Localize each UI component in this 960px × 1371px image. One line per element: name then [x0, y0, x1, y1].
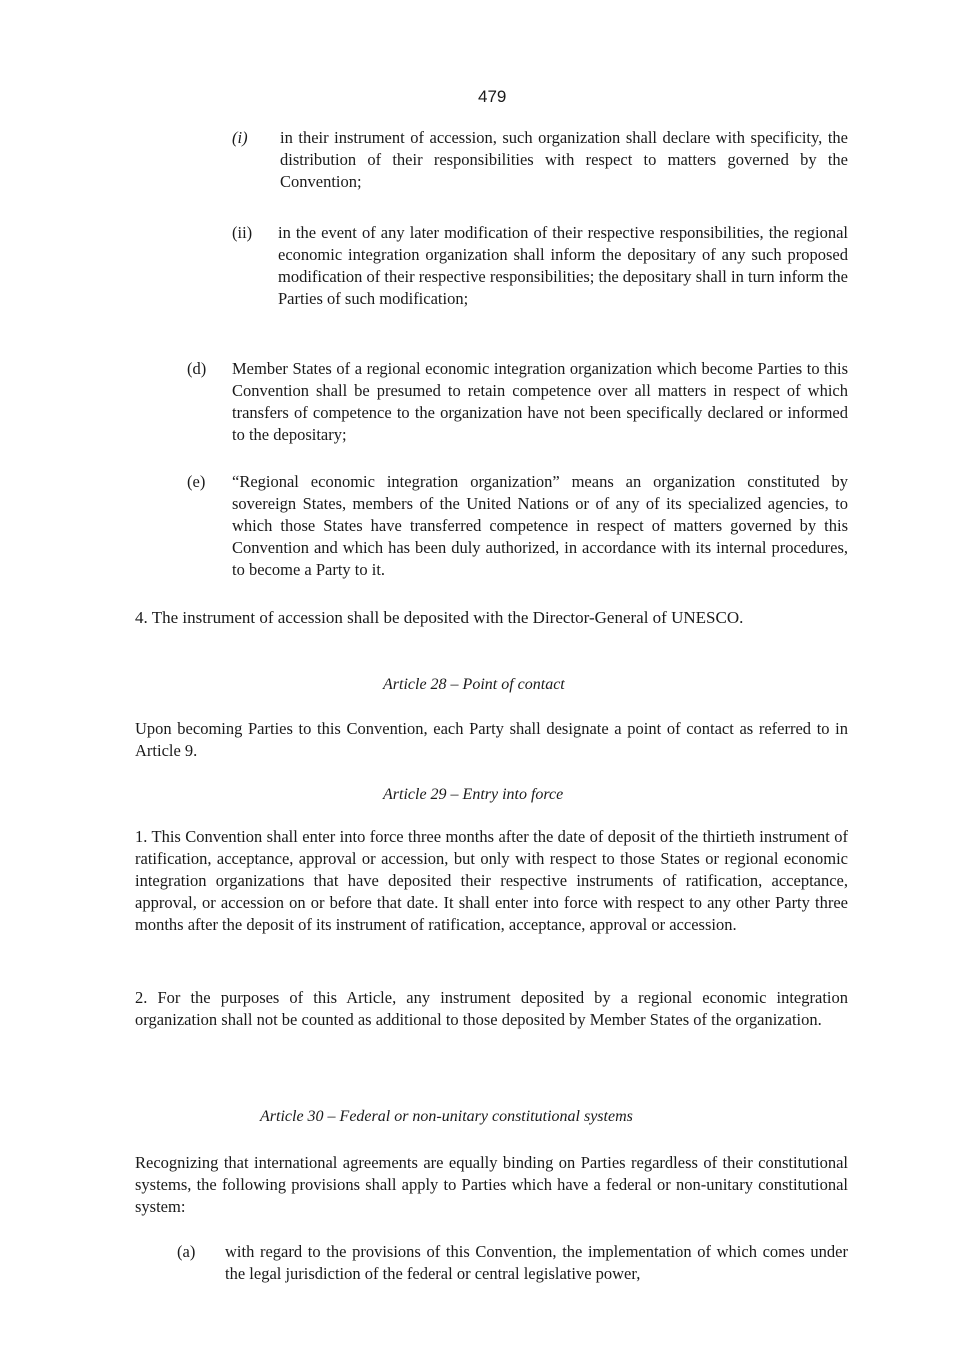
item-label: (e): [187, 472, 206, 491]
item-label: (d): [187, 359, 207, 378]
list-item-i: [232, 127, 848, 193]
item-text: Member States of a regional economic integration organization which become Parties to this Convention shall be presumed to retain competence over all matters in respect of which transfers of competence to the organization have not been specifically declared or informed to the depositary;: [232, 359, 848, 444]
article-30-heading: Article 30 – Federal or non-unitary constitutional systems: [260, 1108, 633, 1125]
item-text: in the event of any later modification of their respective responsibilities, the regional economic integration organization shall inform the depositary of any such proposed modification of their respective responsibilities; the depositary shall in turn inform the Parties of such modification;: [278, 223, 848, 308]
article-29-paragraph-1: 1. This Convention shall enter into force three months after the date of deposit of the thirtieth instrument of ratification, acceptance, approval or accession, but only with respect to those States or regional economic integration organizations that have deposited their respective instruments of ratification, acceptance, approval, or accession on or before that date. It shall enter into force with respect to any other Party three months after the deposit of its instrument of ratification, acceptance, approval or accession.: [135, 827, 848, 934]
list-item-e: [187, 471, 848, 581]
page-number: 479: [478, 87, 507, 106]
article-29-paragraph-2: 2. For the purposes of this Article, any instrument deposited by a regional economic integration organization shall not be counted as additional to those deposited by Member States of the organization.: [135, 988, 848, 1029]
item-text: “Regional economic integration organization” means an organization constituted by sovereign States, members of the United Nations or of any of its specialized agencies, to which those States have transferred competence in respect of matters governed by this Convention and which has been duly authorized, in accordance with its internal procedures, to become a Party to it.: [232, 472, 848, 579]
article-28-text: Upon becoming Parties to this Convention, each Party shall designate a point of contact as referred to in Article 9.: [135, 719, 848, 760]
item-label: (ii): [232, 223, 253, 242]
item-label: (a): [177, 1242, 196, 1261]
paragraph-4: 4. The instrument of accession shall be deposited with the Director-General of UNESCO.: [135, 608, 744, 627]
article-28-heading: Article 28 – Point of contact: [383, 676, 565, 693]
article-29-heading: Article 29 – Entry into force: [383, 786, 564, 803]
list-item-ii: [232, 222, 848, 310]
item-text: with regard to the provisions of this Convention, the implementation of which comes under the legal jurisdiction of the federal or central legislative power,: [225, 1242, 848, 1283]
list-item-d: [187, 358, 848, 446]
article-30-intro: Recognizing that international agreements are equally binding on Parties regardless of their constitutional systems, the following provisions shall apply to Parties which have a federal or non-unitary constitutional system:: [135, 1153, 848, 1216]
item-text: in their instrument of accession, such organization shall declare with specificity, the distribution of their responsibilities with respect to matters governed by the Convention;: [280, 128, 848, 191]
article-30-item-a: [177, 1241, 848, 1285]
item-label: (i): [232, 128, 248, 147]
